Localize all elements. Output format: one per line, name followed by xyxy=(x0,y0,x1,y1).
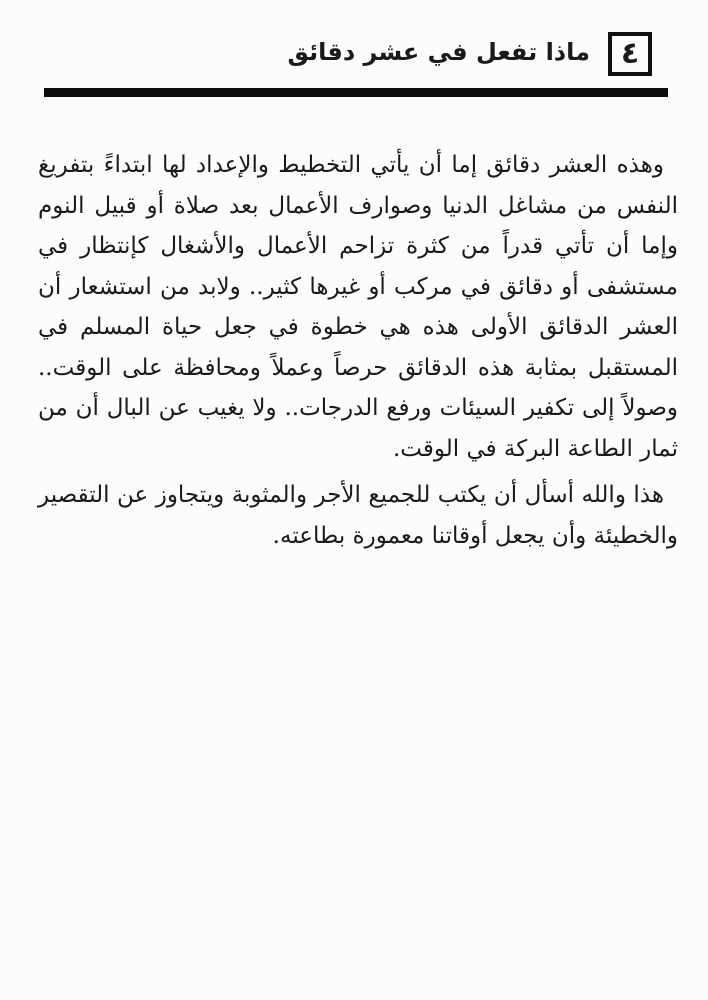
header-rule xyxy=(44,88,668,97)
page-header xyxy=(40,30,668,100)
page-number: ٤ xyxy=(608,32,652,76)
body-text xyxy=(38,145,678,556)
paragraph-2: هذا والله أسأل أن يكتب للجميع الأجر والمثوبة ويتجاوز عن التقصير والخطيئة وأن يجعل أوقاتنا معمورة بطاعته. xyxy=(38,482,678,549)
running-title: ماذا تفعل في عشر دقائق xyxy=(287,38,590,66)
paragraph-1: وهذه العشر دقائق إما أن يأتي التخطيط والإعداد لها ابتداءً بتفريغ النفس من مشاغل الدنيا وصوارف الأعمال بعد صلاة أو قبيل النوم وإما أن تأتي قدراً من كثرة تزاحم الأعمال والأشغال كإنتظار في مستشفى أو دقائق في مركب أو غيرها كثير.. ولابد من استشعار أن العشر الدقائق الأولى هذه هي خطوة في جعل حياة المسلم في المستقبل بمثابة هذه الدقائق حرصاً وعملاً ومحافظة على الوقت.. وصولاً إلى تكفير السيئات ورفع الدرجات.. ولا يغيب عن البال أن من ثمار الطاعة البركة في الوقت. xyxy=(38,152,678,462)
